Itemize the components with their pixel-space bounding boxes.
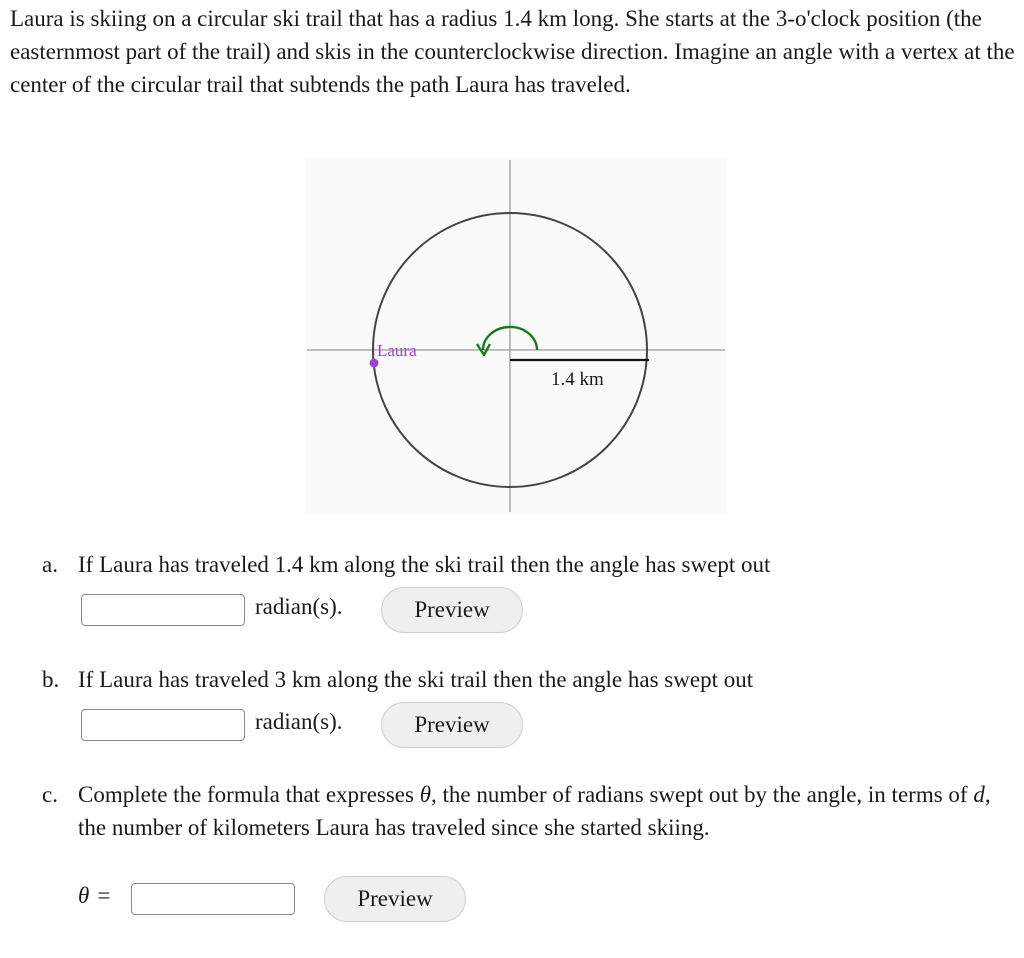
part-a-unit-label: radian(s). — [255, 594, 343, 619]
part-c-question-middle: , the number of radians swept out by the angle, in terms of — [431, 782, 968, 807]
part-b-question: If Laura has traveled 3 km along the ski trail then the angle has swept out — [78, 667, 754, 692]
problem-intro: Laura is skiing on a circular ski trail that has a radius 1.4 km long. She starts at the 3-o'clock position (the easternmost part of the trail) and skis in the counterclockwise direction. Imagine an angle with a vertex at the center of the circular trail that subtends the path Laura has traveled. — [10, 6, 1015, 97]
part-a-preview-button[interactable]: Preview — [381, 587, 523, 633]
radius-label: 1.4 km — [551, 369, 604, 390]
formula-theta-symbol: θ — [78, 883, 90, 908]
ski-trail-figure — [305, 158, 727, 514]
part-a-letter: a. — [42, 552, 58, 577]
ski-trail-diagram — [305, 158, 727, 514]
part-b-answer-input[interactable] — [81, 709, 245, 741]
figure-background — [305, 158, 727, 514]
laura-label: Laura — [377, 341, 417, 360]
part-b-letter: b. — [42, 667, 60, 692]
part-c-question-end: , the number of kilometers Laura has traveled since she started skiing. — [78, 782, 991, 840]
part-b-unit-label: radian(s). — [255, 709, 343, 734]
part-a-question: If Laura has traveled 1.4 km along the ski trail then the angle has swept out — [78, 552, 771, 577]
d-symbol: d — [973, 782, 985, 807]
part-a-answer-input[interactable] — [81, 594, 245, 626]
part-c-question-start: Complete the formula that expresses — [78, 782, 414, 807]
part-b-preview-button[interactable]: Preview — [381, 702, 523, 748]
formula-lhs — [78, 883, 110, 909]
theta-symbol: θ — [419, 782, 432, 807]
part-c-preview-button[interactable]: Preview — [324, 876, 466, 922]
part-c-letter: c. — [42, 782, 58, 807]
part-c-question — [78, 778, 1018, 844]
formula-equals-sign: = — [97, 883, 111, 908]
part-c-formula-input[interactable] — [131, 883, 295, 915]
